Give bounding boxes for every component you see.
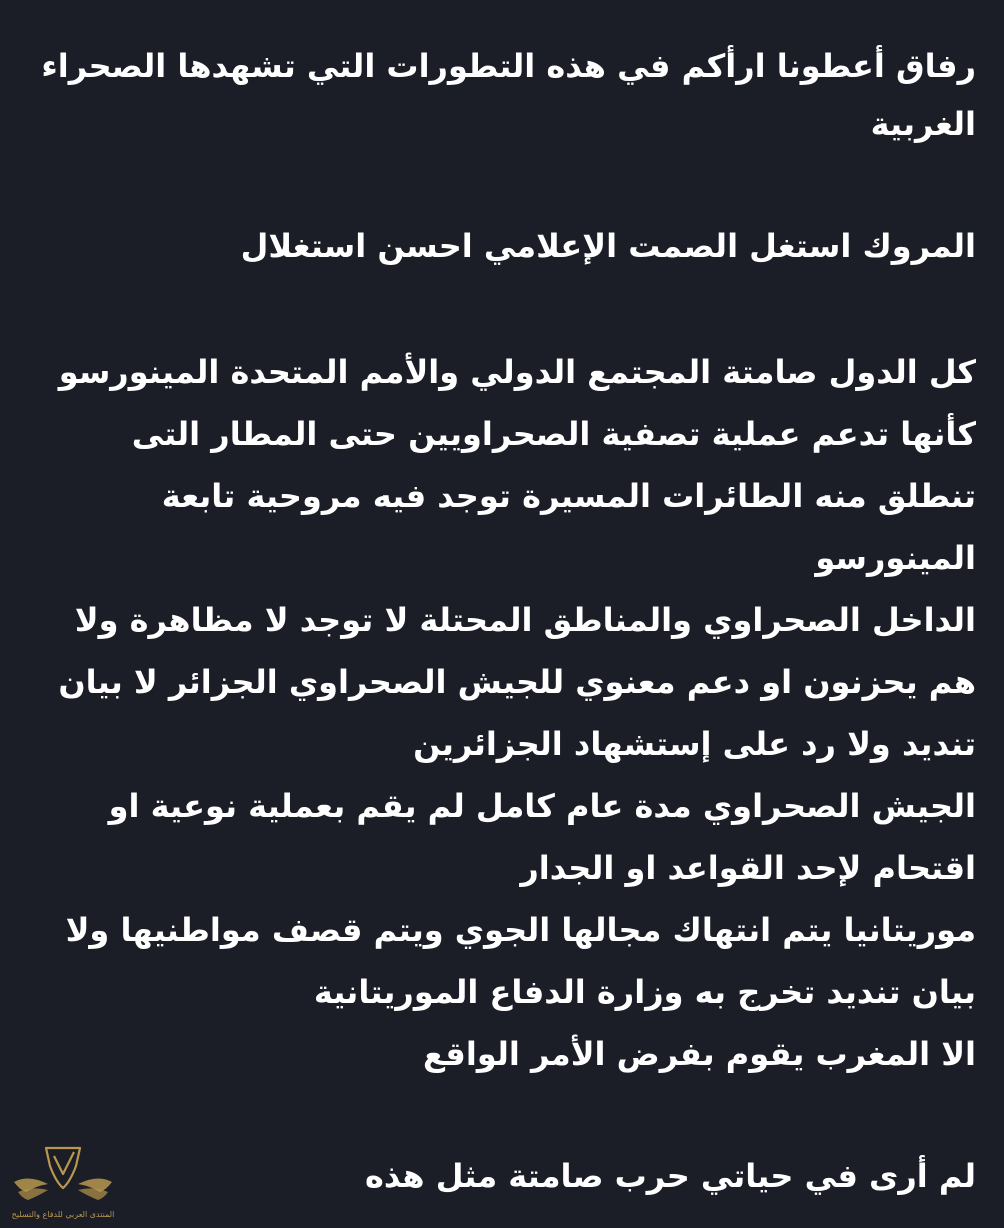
post-line: المينورسو — [815, 539, 976, 577]
post-line: رفاق أعطونا ارأكم في هذه التطورات التي تشهدها الصحراء — [41, 47, 976, 85]
post-line: موريتانيا يتم انتهاك مجالها الجوي ويتم قصف مواطنيها ولا — [65, 911, 976, 949]
post-line: المروك استغل الصمت الإعلامي احسن استغلال — [240, 227, 976, 265]
post-line: هم يحزنون او دعم معنوي للجيش الصحراوي الجزائر لا بيان — [58, 663, 976, 701]
shield-wings-logo-icon — [8, 1140, 118, 1210]
post-line: كل الدول صامتة المجتمع الدولي والأمم المتحدة المينورسو — [58, 353, 976, 391]
post-line: اقتحام لإحد القواعد او الجدار — [520, 849, 976, 887]
post-line: الجيش الصحراوي مدة عام كامل لم يقم بعملية نوعية او — [108, 787, 976, 825]
post-line: الداخل الصحراوي والمناطق المحتلة لا توجد لا مظاهرة ولا — [74, 601, 976, 639]
post-line: تنطلق منه الطائرات المسيرة توجد فيه مروحية تابعة — [161, 477, 976, 515]
post-line: الا المغرب يقوم بفرض الأمر الواقع — [423, 1035, 976, 1073]
post-line: بيان تنديد تخرج به وزارة الدفاع الموريتانية — [313, 973, 976, 1011]
post-line: تنديد ولا رد على إستشهاد الجزائرين — [413, 725, 976, 763]
post-line: لم أرى في حياتي حرب صامتة مثل هذه — [364, 1157, 976, 1195]
post-line: الغربية — [870, 105, 976, 143]
forum-watermark — [8, 1140, 118, 1226]
watermark-text: المنتدى العربي للدفاع والتسليح — [11, 1210, 115, 1219]
post-line: كأنها تدعم عملية تصفية الصحراويين حتى المطار التى — [131, 415, 976, 453]
